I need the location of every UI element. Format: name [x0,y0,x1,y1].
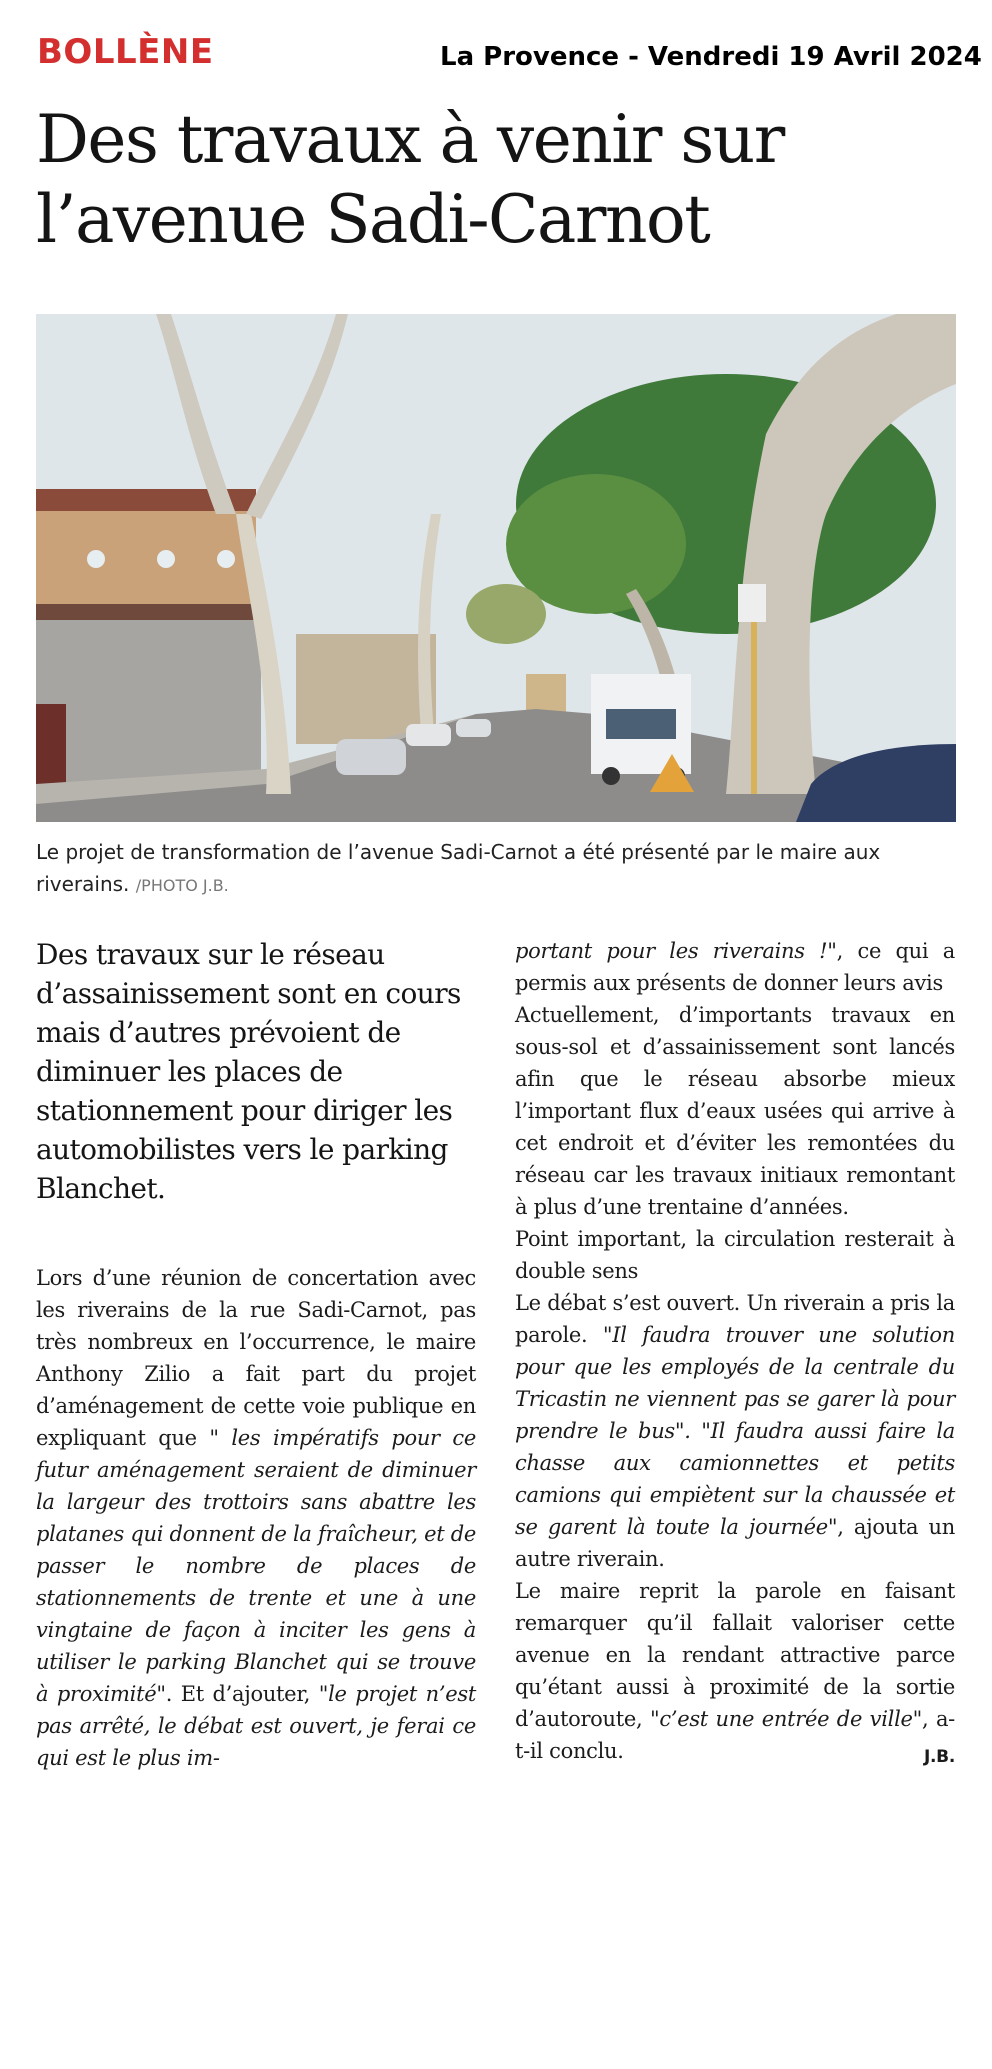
conclusion-quote: "c’est une entrée de ville" [650,1707,922,1731]
author-signature: J.B. [924,1747,955,1767]
article-headline [36,100,956,260]
article-lede: Des travaux sur le réseau d’assainissement sont en cours mais d’autres prévoient de diminuer les places de stationnement pour diriger les automobilistes vers le parking Blanchet. [36,938,461,1205]
paragraph-text: Le débat s’est ouvert. Un riverain a pris la parole. [515,1291,955,1347]
section-kicker: BOLLÈNE [37,32,214,72]
publication-source: La Provence - Vendredi 19 Avril 2024 [440,42,982,72]
mayor-quote-end: portant pour les riverains !" [515,939,837,963]
photo-caption [36,836,956,902]
paragraph-conclusion [515,1575,955,1767]
paragraph-works: Actuellement, d’importants travaux en sous-sol et d’assainissement sont lancés afin que le réseau absorbe mieux l’important flux d’eaux usées qui arrive à cet endroit et d’éviter les remontées du réseau car les travaux initiaux remontant à plus d’une trentaine d’années. [515,1003,955,1219]
article-column-left [36,935,476,1774]
paragraph-text: , ce qui a permis aux présents de donner leurs avis [515,939,955,995]
street-photo-illustration [36,314,956,822]
article-column-right [515,935,955,1773]
headline-line-2: l’avenue Sadi-Carnot [36,181,710,258]
article-photo [36,314,956,822]
mayor-quote: " les impératifs pour ce futur aménagement seraient de diminuer la largeur des trottoirs sans abattre les platanes qui donnent de la fraîcheur, et de passer le nombre de places de stationnements de trente et une à une vingtaine de façon à inciter les gens à utiliser le parking Blanchet qui se trouve à proximité" [36,1426,476,1706]
headline-line-1: Des travaux à venir sur [36,101,784,178]
paragraph-meeting [36,1262,476,1774]
paragraph-text: , ajouta un autre riverain. [515,1515,955,1571]
photo-caption-text: Le projet de transformation de l’avenue Sadi-Carnot a été présenté par le maire aux riverains. [36,840,881,896]
paragraph-continued [515,935,955,999]
mayor-quote-continued: "le projet n’est pas arrêté, le débat est ouvert, je ferai ce qui est le plus im- [36,1682,476,1770]
paragraph-text: Lors d’une réunion de concertation avec les riverains de la rue Sadi-Carnot, pas très nombreux en l’occurrence, le maire Anthony Zilio a fait part du projet d’aménagement de cette voie publique en expliquant que [36,1266,476,1450]
paragraph-traffic: Point important, la circulation resterait à double sens [515,1227,955,1283]
paragraph-debate [515,1287,955,1575]
paragraph-text: , a-t-il conclu. [515,1707,955,1763]
paragraph-text: Le maire reprit la parole en faisant remarquer qu’il fallait valoriser cette avenue en la rendant attractive parce qu’étant aussi à proximité de la sortie d’autoroute, [515,1579,955,1731]
resident-quotes: "Il faudra trouver une solution pour que les employés de la centrale du Tricastin ne viennent pas se garer là pour prendre le bus". "Il faudra aussi faire la chasse aux camionnettes et petits camions qui empiètent sur la chaussée et se garent là toute la journée" [515,1323,955,1539]
photo-credit: /PHOTO J.B. [135,876,229,895]
paragraph-text: . Et d’ajouter, [165,1682,319,1706]
